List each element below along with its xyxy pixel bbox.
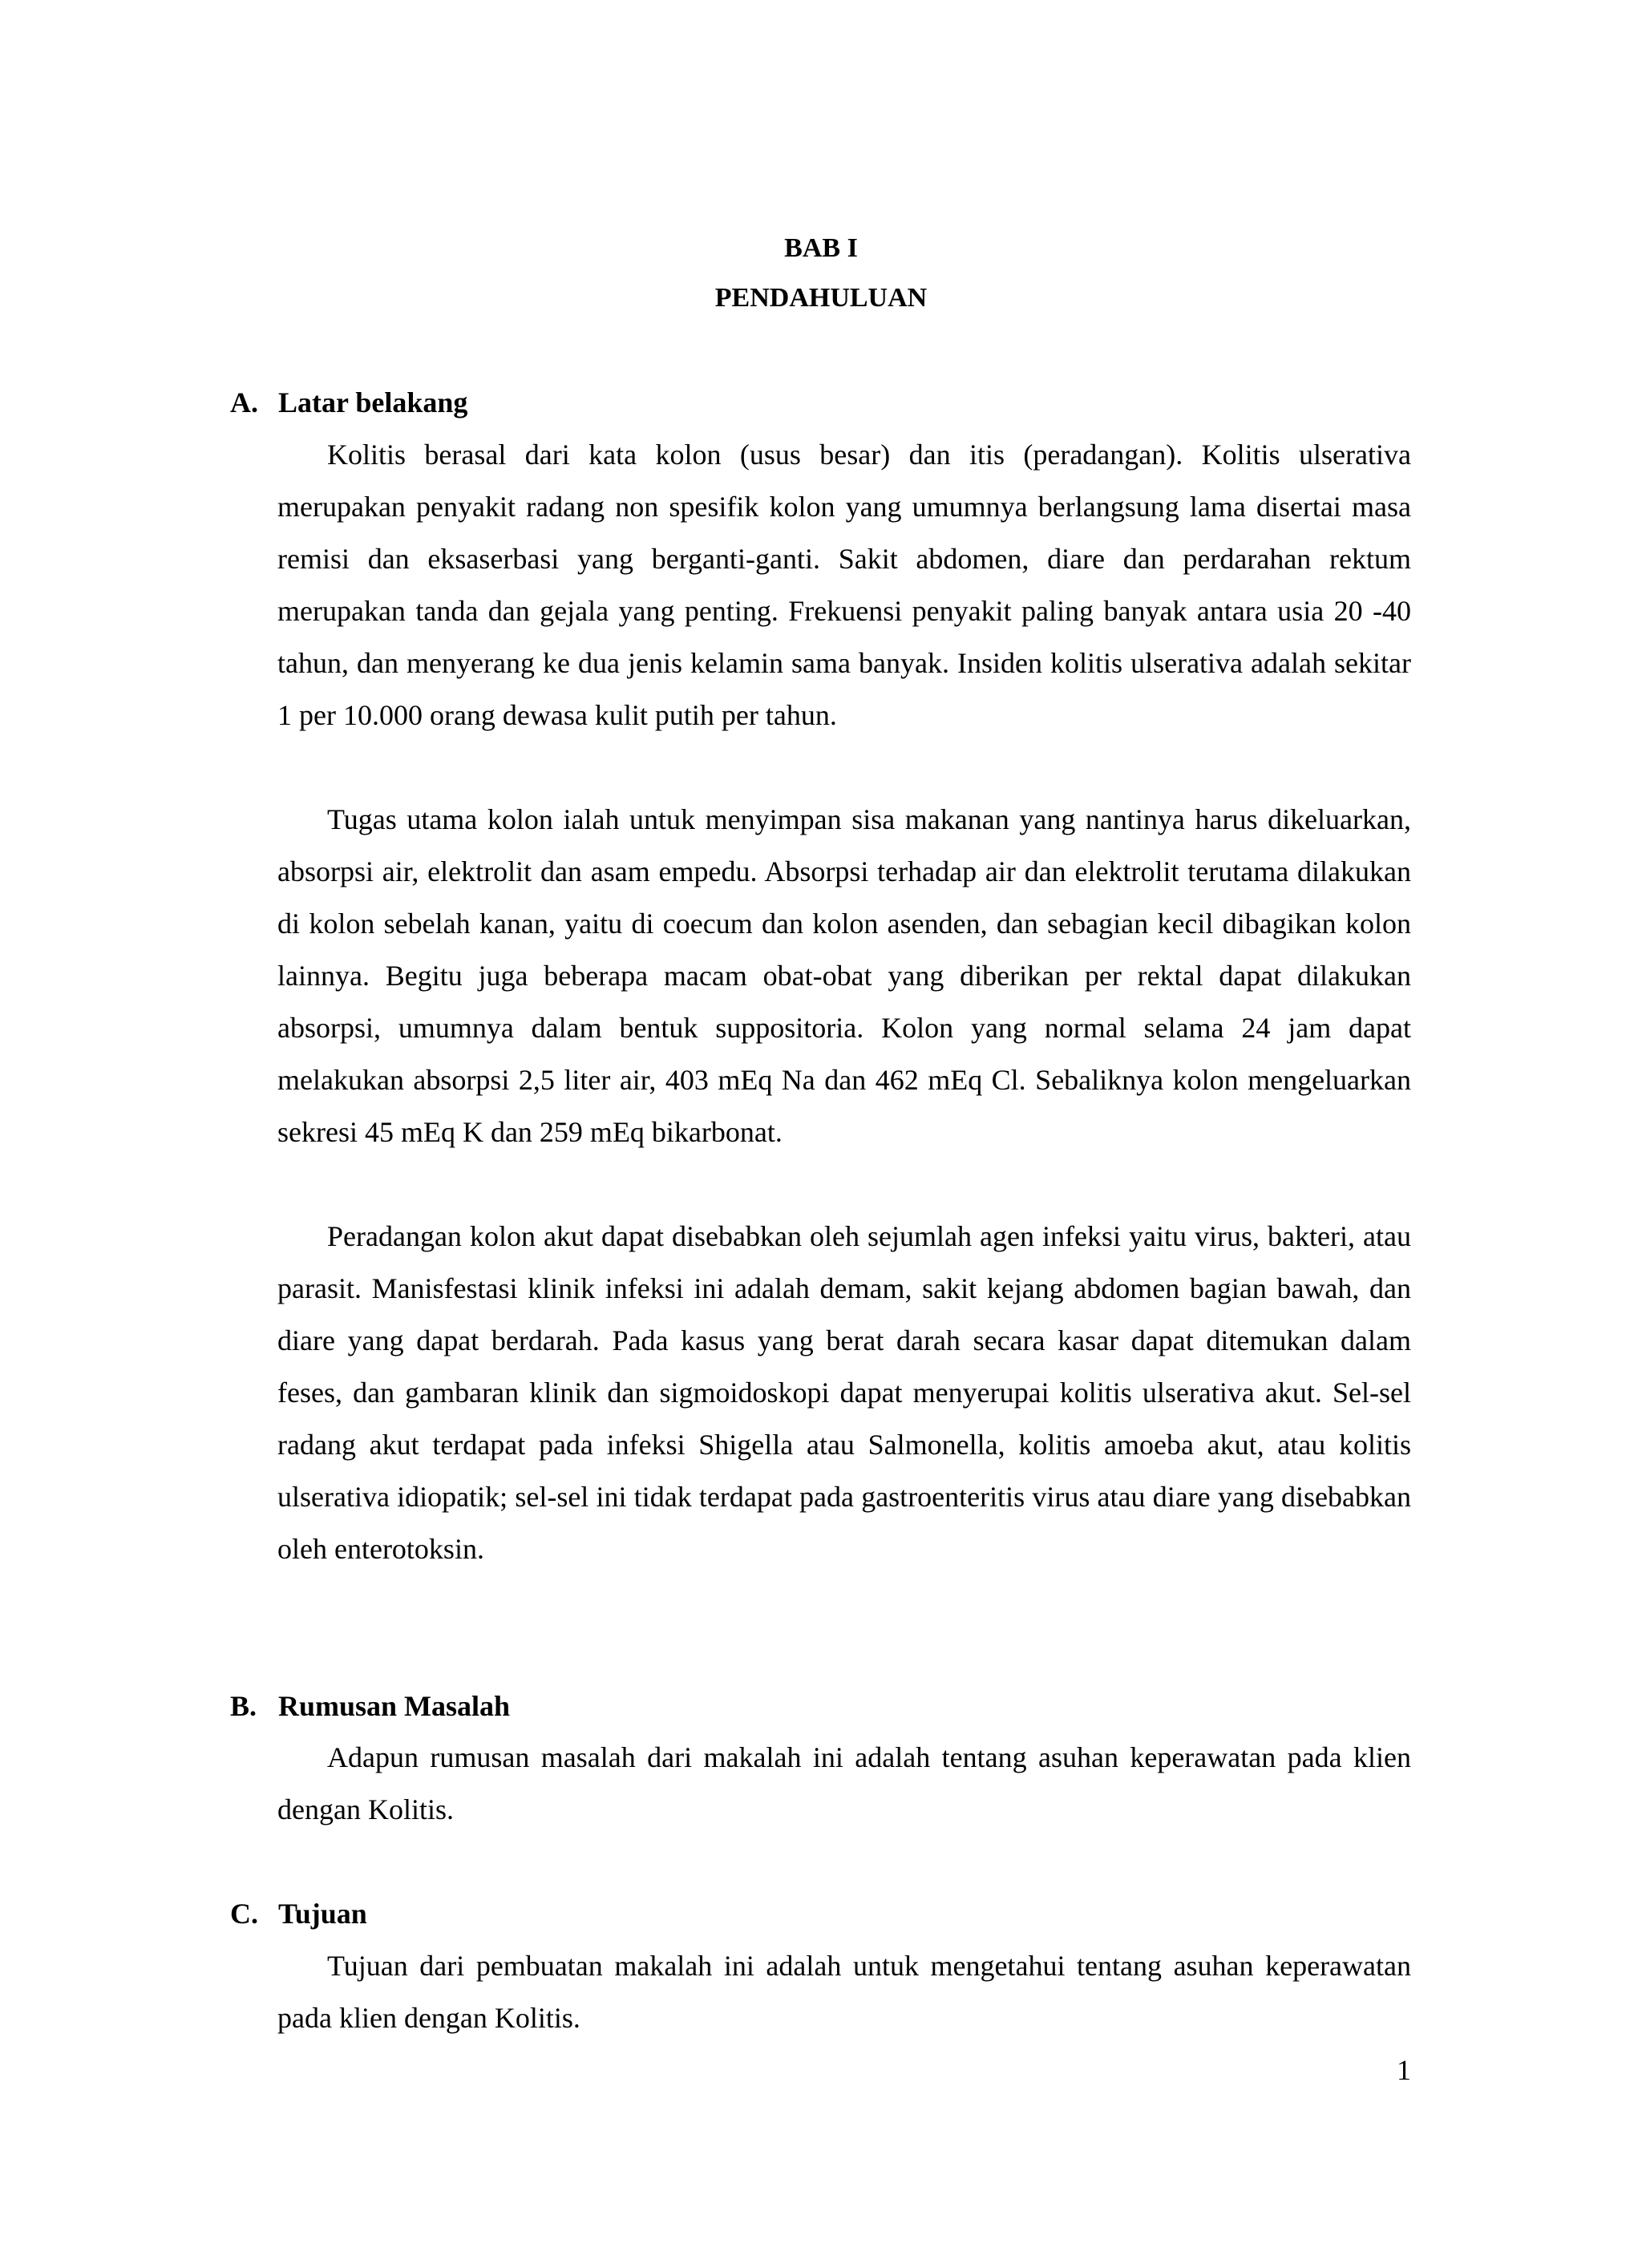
section-c-paragraph-1: Tujuan dari pembuatan makalah ini adalah untuk mengetahui tentang asuhan keperawatan pada klien dengan Kolitis. <box>277 1950 1411 2034</box>
section-a-paragraph-2: Tugas utama kolon ialah untuk menyimpan sisa makanan yang nantinya harus dikeluarkan, absorpsi air, elektrolit dan asam empedu. Absorpsi terhadap air dan elektrolit terutama dilakukan di kolon sebelah kanan, yaitu di coecum dan kolon asenden, dan sebagian kecil dibagikan kolon lainnya. Begitu juga beberapa macam obat-obat yang diberikan per rektal dapat dilakukan absorpsi, umumnya dalam bentuk suppositoria. Kolon yang normal selama 24 jam dapat melakukan absorpsi 2,5 liter air, 403 mEq Na dan 462 mEq Cl. Sebaliknya kolon mengeluarkan sekresi 45 mEq K dan 259 mEq bikarbonat. <box>277 803 1411 1148</box>
section-b-letter: B. <box>230 1690 257 1722</box>
chapter-number: BAB I <box>784 233 858 263</box>
section-c-letter: C. <box>230 1898 258 1930</box>
section-a-paragraph-1: Kolitis berasal dari kata kolon (usus besar) dan itis (peradangan). Kolitis ulserativa merupakan penyakit radang non spesifik kolon yang umumnya berlangsung lama disertai masa remisi dan eksaserbasi yang berganti-ganti. Sakit abdomen, diare dan perdarahan rektum merupakan tanda dan gejala yang penting. Frekuensi penyakit paling banyak antara usia 20 -40 tahun, dan menyerang ke dua jenis kelamin sama banyak. Insiden kolitis ulserativa adalah sekitar 1 per 10.000 orang dewasa kulit putih per tahun. <box>277 439 1411 731</box>
section-a-letter: A. <box>230 386 258 418</box>
section-a-paragraph-3: Peradangan kolon akut dapat disebabkan oleh sejumlah agen infeksi yaitu virus, bakteri, atau parasit. Manisfestasi klinik infeksi ini adalah demam, sakit kejang abdomen bagian bawah, dan diare yang dapat berdarah. Pada kasus yang berat darah secara kasar dapat ditemukan dalam feses, dan gambaran klinik dan sigmoidoskopi dapat menyerupai kolitis ulserativa akut. Sel-sel radang akut terdapat pada infeksi Shigella atau Salmonella, kolitis amoeba akut, atau kolitis ulserativa idiopatik; sel-sel ini tidak terdapat pada gastroenteritis virus atau diare yang disebabkan oleh enterotoksin. <box>277 1220 1411 1565</box>
section-c-heading <box>230 1896 367 1931</box>
section-b-title: Rumusan Masalah <box>278 1690 511 1722</box>
section-b-heading <box>230 1688 510 1724</box>
section-b-paragraph-1: Adapun rumusan masalah dari makalah ini adalah tentang asuhan keperawatan pada klien dengan Kolitis. <box>277 1741 1411 1825</box>
section-a-heading <box>230 385 467 420</box>
chapter-title: PENDAHULUAN <box>714 283 928 313</box>
section-c-title: Tujuan <box>278 1898 367 1930</box>
page-number: 1 <box>1397 2054 1411 2086</box>
section-a-title: Latar belakang <box>278 386 468 418</box>
